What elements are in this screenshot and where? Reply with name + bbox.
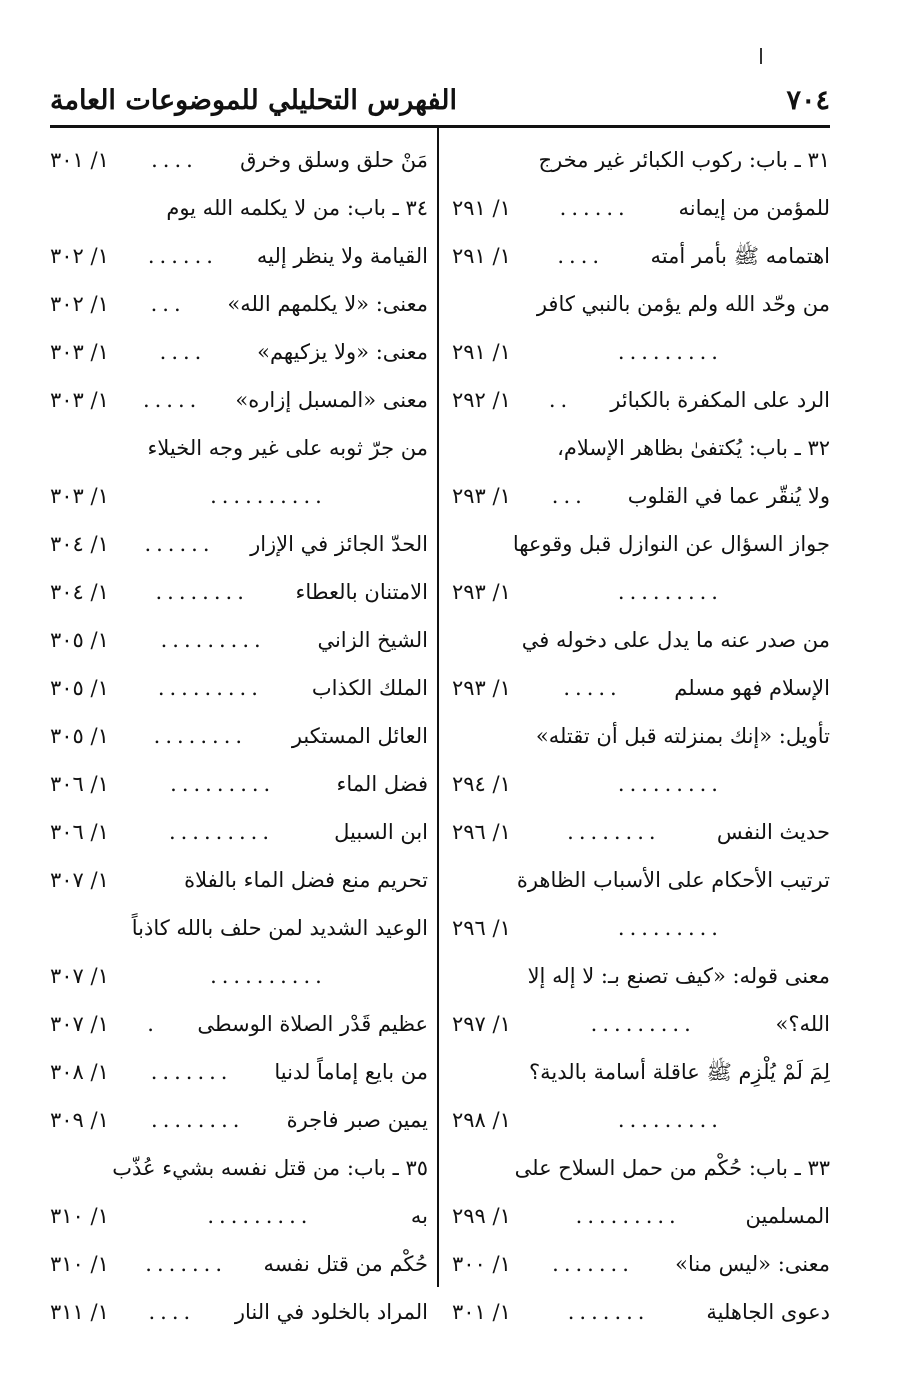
index-entry bbox=[50, 1000, 428, 1048]
entry-leader-dots bbox=[452, 1144, 515, 1192]
entry-page-ref: ١/ ٣٠٧ bbox=[50, 964, 109, 988]
entry-text: الملك الكذاب bbox=[311, 676, 428, 700]
entry-leader-dots: ......... bbox=[617, 580, 723, 604]
scan-mark bbox=[760, 48, 762, 64]
entry-leader-dots: ..... bbox=[142, 388, 202, 412]
index-entry bbox=[452, 520, 830, 568]
entry-text: العائل المستكبر bbox=[291, 724, 428, 748]
index-entry bbox=[50, 1240, 428, 1288]
entry-leader-dots: ....... bbox=[150, 1060, 233, 1084]
index-entry bbox=[452, 280, 830, 328]
entry-page-ref: ١/ ٣٠٦ bbox=[50, 820, 109, 844]
entry-leader-dots bbox=[452, 712, 536, 760]
entry-text: اهتمامه ﷺ بأمر أمته bbox=[650, 244, 830, 268]
entry-text: الرد على المكفرة بالكبائر bbox=[610, 388, 830, 412]
entry-page-ref: ١/ ٣٠١ bbox=[50, 148, 109, 172]
entry-leader-dots bbox=[452, 280, 537, 328]
entry-page-ref: ١/ ٢٩٢ bbox=[452, 388, 511, 412]
index-entry bbox=[50, 328, 428, 376]
entry-page-ref: ١/ ٣١١ bbox=[50, 1300, 109, 1324]
entry-text: جواز السؤال عن النوازل قبل وقوعها bbox=[512, 532, 830, 556]
entry-leader-dots bbox=[452, 1048, 529, 1096]
index-entry bbox=[50, 280, 428, 328]
index-entry bbox=[50, 136, 428, 184]
entry-leader-dots bbox=[50, 184, 166, 232]
entry-page-ref: ١/ ٢٩٤ bbox=[452, 772, 511, 796]
index-entry bbox=[452, 856, 830, 904]
entry-page-ref: ١/ ٣٠١ bbox=[452, 1300, 511, 1324]
entry-leader-dots: ........ bbox=[567, 820, 661, 844]
index-entry bbox=[452, 1240, 830, 1288]
entry-page-ref: ١/ ٢٩٩ bbox=[452, 1204, 511, 1228]
index-entry bbox=[50, 712, 428, 760]
entry-text: من جرّ ثوبه على غير وجه الخيلاء bbox=[147, 436, 428, 460]
entry-leader-dots: ...... bbox=[147, 244, 218, 268]
entry-page-ref: ١/ ٢٩١ bbox=[452, 244, 511, 268]
entry-leader-dots bbox=[50, 424, 148, 472]
index-entry bbox=[452, 616, 830, 664]
index-entry bbox=[50, 904, 428, 952]
entry-page-ref: ١/ ٣١٠ bbox=[50, 1204, 109, 1228]
index-entry bbox=[452, 232, 830, 280]
entry-page-ref: ١/ ٣٠٣ bbox=[50, 484, 109, 508]
column-divider bbox=[437, 127, 439, 1287]
entry-text: حُكْم من قتل نفسه bbox=[263, 1252, 428, 1276]
entry-text: مَنْ حلق وسلق وخرق bbox=[240, 148, 428, 172]
entry-leader-dots bbox=[452, 952, 528, 1000]
entry-leader-dots: ......... bbox=[617, 340, 723, 364]
entry-page-ref: ١/ ٣٠٣ bbox=[50, 388, 109, 412]
entry-page-ref: ١/ ٢٩٣ bbox=[452, 484, 511, 508]
index-entry bbox=[452, 568, 830, 616]
entry-leader-dots: ......... bbox=[617, 1108, 723, 1132]
entry-text: الامتنان بالعطاء bbox=[295, 580, 428, 604]
entry-leader-dots: ......... bbox=[590, 1012, 696, 1036]
entry-leader-dots: .... bbox=[151, 148, 198, 172]
index-entry bbox=[452, 1288, 830, 1336]
entry-text: معنى «المسبل إزاره» bbox=[235, 388, 428, 412]
index-entry bbox=[452, 904, 830, 952]
entry-page-ref: ١/ ٣٠٧ bbox=[50, 868, 109, 892]
entry-text: عظيم قَدْر الصلاة الوسطى bbox=[197, 1012, 428, 1036]
entry-text: ابن السبيل bbox=[334, 820, 428, 844]
entry-page-ref: ١/ ٣٠٥ bbox=[50, 724, 109, 748]
index-entry bbox=[452, 808, 830, 856]
entry-text: المراد بالخلود في النار bbox=[234, 1300, 428, 1324]
left-column bbox=[50, 136, 428, 1336]
index-entry bbox=[452, 424, 830, 472]
entry-page-ref: ١/ ٢٩١ bbox=[452, 196, 511, 220]
entry-leader-dots: .......... bbox=[210, 484, 327, 508]
entry-text: معنى قوله: «كيف تصنع بـ: لا إله إلا bbox=[527, 964, 830, 988]
entry-page-ref: ١/ ٣٠٤ bbox=[50, 532, 109, 556]
index-entry bbox=[50, 1144, 428, 1192]
entry-text: حديث النفس bbox=[716, 820, 830, 844]
entry-page-ref: ١/ ٣٠٢ bbox=[50, 292, 109, 316]
entry-leader-dots: ....... bbox=[145, 1252, 228, 1276]
index-entry bbox=[50, 856, 428, 904]
entry-text: معنى: «ليس منا» bbox=[675, 1252, 830, 1276]
entry-text: معنى: «ولا يزكيهم» bbox=[257, 340, 428, 364]
index-entry bbox=[50, 376, 428, 424]
entry-leader-dots: ...... bbox=[559, 196, 630, 220]
entry-text: معنى: «لا يكلمهم الله» bbox=[227, 292, 428, 316]
index-entry bbox=[50, 472, 428, 520]
entry-leader-dots: ......... bbox=[170, 772, 276, 796]
entry-text: ولا يُنقّر عما في القلوب bbox=[627, 484, 830, 508]
entry-leader-dots bbox=[452, 136, 539, 184]
entry-page-ref: ١/ ٣٠٦ bbox=[50, 772, 109, 796]
entry-page-ref: ١/ ٣١٠ bbox=[50, 1252, 109, 1276]
entry-page-ref: ١/ ٣٠٥ bbox=[50, 628, 109, 652]
index-entry bbox=[452, 1000, 830, 1048]
index-entry bbox=[50, 808, 428, 856]
entry-text: من بايع إماماً لدنيا bbox=[274, 1060, 428, 1084]
index-entry bbox=[50, 568, 428, 616]
entry-leader-dots bbox=[452, 616, 522, 664]
entry-page-ref: ١/ ٣٠٥ bbox=[50, 676, 109, 700]
entry-leader-dots: ....... bbox=[567, 1300, 650, 1324]
header-rule bbox=[50, 125, 830, 128]
entry-page-ref: ١/ ٣٠٩ bbox=[50, 1108, 109, 1132]
index-entry bbox=[50, 1048, 428, 1096]
entry-text: ٣٤ ـ باب: من لا يكلمه الله يوم bbox=[166, 196, 428, 220]
entry-page-ref: ١/ ٢٩٧ bbox=[452, 1012, 511, 1036]
index-entry bbox=[50, 520, 428, 568]
entry-page-ref: ١/ ٢٩٣ bbox=[452, 580, 511, 604]
index-entry bbox=[452, 1144, 830, 1192]
entry-page-ref: ١/ ٣٠٠ bbox=[452, 1252, 511, 1276]
entry-leader-dots: . bbox=[147, 1012, 159, 1036]
entry-leader-dots bbox=[50, 1144, 112, 1192]
entry-leader-dots: ......... bbox=[617, 772, 723, 796]
index-entry bbox=[452, 1096, 830, 1144]
entry-page-ref: ١/ ٢٩٨ bbox=[452, 1108, 511, 1132]
entry-leader-dots: ........ bbox=[153, 724, 248, 748]
entry-leader-dots: ... bbox=[150, 292, 186, 316]
index-entry bbox=[452, 1048, 830, 1096]
page-title: الفهرس التحليلي للموضوعات العامة bbox=[50, 84, 457, 116]
entry-page-ref: ١/ ٢٩٦ bbox=[452, 916, 511, 940]
entry-text: الشيخ الزاني bbox=[317, 628, 428, 652]
entry-page-ref: ١/ ٢٩١ bbox=[452, 340, 511, 364]
index-entry bbox=[50, 1192, 428, 1240]
index-entry bbox=[452, 328, 830, 376]
entry-text: به bbox=[410, 1204, 428, 1228]
index-entry bbox=[50, 424, 428, 472]
entry-leader-dots: ........ bbox=[151, 1108, 245, 1132]
entry-text: ترتيب الأحكام على الأسباب الظاهرة bbox=[516, 868, 830, 892]
entry-leader-dots: ......... bbox=[160, 628, 266, 652]
index-entry bbox=[452, 712, 830, 760]
index-entry bbox=[452, 1192, 830, 1240]
entry-leader-dots: ......... bbox=[617, 916, 723, 940]
entry-leader-dots: .......... bbox=[210, 964, 327, 988]
index-entry bbox=[50, 952, 428, 1000]
index-entry bbox=[452, 472, 830, 520]
index-entry bbox=[50, 616, 428, 664]
entry-page-ref: ١/ ٣٠٨ bbox=[50, 1060, 109, 1084]
entry-text: للمؤمن من إيمانه bbox=[678, 196, 830, 220]
entry-leader-dots: .... bbox=[159, 340, 207, 364]
entry-text: القيامة ولا ينظر إليه bbox=[256, 244, 428, 268]
entry-leader-dots bbox=[452, 424, 557, 472]
page-header bbox=[50, 78, 830, 122]
entry-leader-dots: ......... bbox=[168, 820, 275, 844]
entry-text: دعوى الجاهلية bbox=[706, 1300, 830, 1324]
index-entry bbox=[50, 1096, 428, 1144]
page-number: ٧٠٤ bbox=[786, 84, 830, 116]
entry-page-ref: ١/ ٣٠٣ bbox=[50, 340, 109, 364]
entry-page-ref: ١/ ٣٠٧ bbox=[50, 1012, 109, 1036]
right-column bbox=[452, 136, 830, 1336]
entry-leader-dots: ......... bbox=[157, 676, 263, 700]
entry-text: الوعيد الشديد لمن حلف بالله كاذباً bbox=[131, 916, 428, 940]
entry-leader-dots: ... bbox=[551, 484, 587, 508]
entry-text: يمين صبر فاجرة bbox=[286, 1108, 428, 1132]
index-entry bbox=[50, 664, 428, 712]
entry-leader-dots: ...... bbox=[144, 532, 215, 556]
index-entry bbox=[452, 184, 830, 232]
entry-text: لِمَ لَمْ يُلْزِم ﷺ عاقلة أسامة بالدية؟ bbox=[529, 1060, 830, 1084]
entry-leader-dots: ....... bbox=[552, 1252, 634, 1276]
entry-text: الحدّ الجائز في الإزار bbox=[250, 532, 428, 556]
entry-leader-dots: .. bbox=[548, 388, 573, 412]
entry-text: الإسلام فهو مسلم bbox=[674, 676, 830, 700]
entry-text: تأويل: «إنك بمنزلته قبل أن تقتله» bbox=[535, 724, 830, 748]
index-entry bbox=[452, 760, 830, 808]
entry-text: فضل الماء bbox=[336, 772, 428, 796]
index-entry bbox=[50, 184, 428, 232]
entry-leader-dots: ......... bbox=[207, 1204, 313, 1228]
entry-page-ref: ١/ ٢٩٦ bbox=[452, 820, 511, 844]
entry-text: المسلمين bbox=[745, 1204, 830, 1228]
entry-text: الله؟» bbox=[775, 1012, 830, 1036]
index-entry bbox=[452, 376, 830, 424]
entry-text: ٣١ ـ باب: ركوب الكبائر غير مخرج bbox=[538, 148, 830, 172]
entry-leader-dots bbox=[109, 856, 184, 904]
entry-leader-dots: ......... bbox=[575, 1204, 681, 1228]
entry-page-ref: ١/ ٣٠٤ bbox=[50, 580, 109, 604]
entry-leader-dots: ..... bbox=[563, 676, 622, 700]
index-entry bbox=[50, 1288, 428, 1336]
entry-leader-dots bbox=[452, 520, 513, 568]
entry-text: ٣٥ ـ باب: من قتل نفسه بشيء عُذّب bbox=[112, 1156, 428, 1180]
index-entry bbox=[452, 136, 830, 184]
entry-page-ref: ١/ ٢٩٣ bbox=[452, 676, 511, 700]
entry-leader-dots bbox=[50, 904, 132, 952]
entry-leader-dots bbox=[452, 856, 517, 904]
index-entry bbox=[50, 232, 428, 280]
entry-text: من وحّد الله ولم يؤمن بالنبي كافر bbox=[536, 292, 830, 316]
index-entry bbox=[50, 760, 428, 808]
entry-leader-dots: .... bbox=[148, 1300, 196, 1324]
entry-leader-dots: ........ bbox=[155, 580, 249, 604]
entry-text: تحريم منع فضل الماء بالفلاة bbox=[184, 868, 428, 892]
entry-leader-dots: .... bbox=[557, 244, 605, 268]
index-entry bbox=[452, 664, 830, 712]
entry-page-ref: ١/ ٣٠٢ bbox=[50, 244, 109, 268]
index-entry bbox=[452, 952, 830, 1000]
entry-text: ٣٣ ـ باب: حُكْم من حمل السلاح على bbox=[514, 1156, 830, 1180]
entry-text: من صدر عنه ما يدل على دخوله في bbox=[521, 628, 830, 652]
entry-text: ٣٢ ـ باب: يُكتفىٰ بظاهر الإسلام، bbox=[557, 436, 830, 460]
